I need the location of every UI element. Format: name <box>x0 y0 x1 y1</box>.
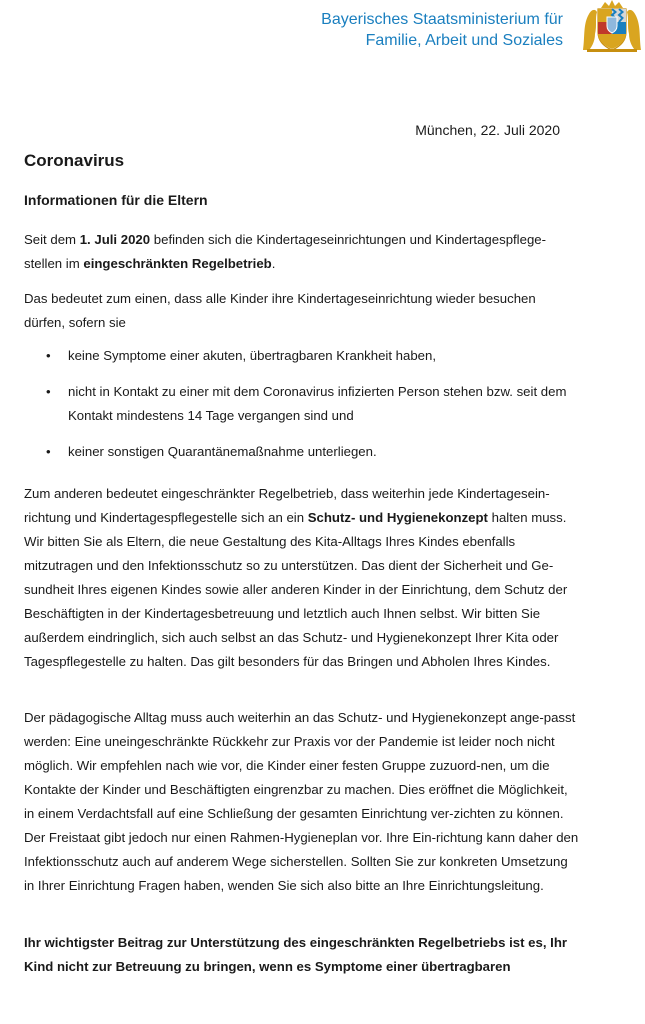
p1-bold-regelbetrieb: eingeschränkten Regelbetrieb <box>83 256 272 271</box>
letter-date: München, 22. Juli 2020 <box>415 122 560 138</box>
p3-text-a: Zum anderen bedeutet eingeschränkter Regelbetrieb, dass weiterhin jede Kindertagesein-richtung und Kindertagespflegestelle sich an ein <box>24 486 550 525</box>
list-item-text: nicht in Kontakt zu einer mit dem Coronavirus infizierten Person stehen bzw. seit dem Kontakt mindestens 14 Tage vergangen sind und <box>68 384 567 423</box>
paragraph-4: Der pädagogische Alltag muss auch weiterhin an das Schutz- und Hygienekonzept ange-passt werden: Eine uneingeschränkte Rückkehr zur Praxis vor der Pandemie ist leider noch nicht möglich. Wir empfehlen nach wie vor, die Kinder einer festen Gruppe zuzuord-nen, um die Kontakte der Kinder und Beschäftigten eingrenzbar zu machen. Dies eröffnet die Möglichkeit, in einem Verdachtsfall auf eine Schließung der gesamten Einrichtung ver-zichten zu können. Der Freistaat gibt jedoch nur einen Rahmen-Hygieneplan vor. Ihre Ein-richtung kann daher den Infektionsschutz auch auf anderem Wege sicherstellen. Sollten Sie zur konkreten Umsetzung in Ihrer Einrichtung Fragen haben, wenden Sie sich also bitte an Ihre Einrichtungsleitung. <box>24 710 579 893</box>
paragraph-3 <box>24 482 579 674</box>
paragraph-2: Das bedeutet zum einen, dass alle Kinder ihre Kindertageseinrichtung wieder besuchen dürfen, sofern sie <box>24 291 536 330</box>
p1-text-c: befinden sich die Kindertageseinrichtungen und Kindertagespflege-stellen im <box>24 232 547 271</box>
bullet-dot: • <box>46 348 51 363</box>
letterhead <box>0 0 645 60</box>
paragraph-1 <box>24 228 579 276</box>
list-item <box>24 344 579 368</box>
ministry-name <box>321 9 563 51</box>
bullet-dot: • <box>46 444 51 459</box>
list-item-text: keiner sonstigen Quarantänemaßnahme unterliegen. <box>68 444 377 459</box>
p3-bold-konzept: Schutz- und Hygienekonzept <box>307 510 488 525</box>
p1-text-e: . <box>271 256 276 271</box>
list-item-text: keine Symptome einer akuten, übertragbaren Krankheit haben, <box>68 348 437 363</box>
list-item <box>24 380 579 428</box>
section-heading: Informationen für die Eltern <box>24 192 208 208</box>
p3-text-c: halten muss. Wir bitten Sie als Eltern, die neue Gestaltung des Kita-Alltags Ihres Kindes ebenfalls mitzutragen und den Infektionsschutz so zu unterstützen. Das dient der Sicherheit und Ge-sundheit Ihres eigenen Kindes sowie aller anderen Kinder in der Einrichtung, dem Schutz der Beschäftigten in der Kindertagesbetreuung und letztlich auch Ihnen selbst. Wir bitten Sie außerdem eindringlich, sich auch selbst an das Schutz- und Hygienekonzept Ihrer Kita oder Tagespflegestelle zu halten. Das gilt besonders für das Bringen und Abholen Ihres Kindes. <box>24 510 568 669</box>
page-title: Coronavirus <box>24 151 125 170</box>
ministry-line-2: Familie, Arbeit und Soziales <box>365 32 563 49</box>
p1-text-a: Seit dem <box>24 232 80 247</box>
bavarian-crest-icon <box>581 0 643 52</box>
bullet-dot: • <box>46 384 51 399</box>
bullet-list <box>24 344 579 476</box>
paragraph-5: Ihr wichtigster Beitrag zur Unterstützung des eingeschränkten Regelbetriebs ist es, Ihr Kind nicht zur Betreuung zu bringen, wenn es Symptome einer übertragbaren <box>24 935 568 974</box>
list-item <box>24 440 579 464</box>
ministry-line-1: Bayerisches Staatsministerium für <box>321 11 563 28</box>
p1-bold-date: 1. Juli 2020 <box>79 232 151 247</box>
